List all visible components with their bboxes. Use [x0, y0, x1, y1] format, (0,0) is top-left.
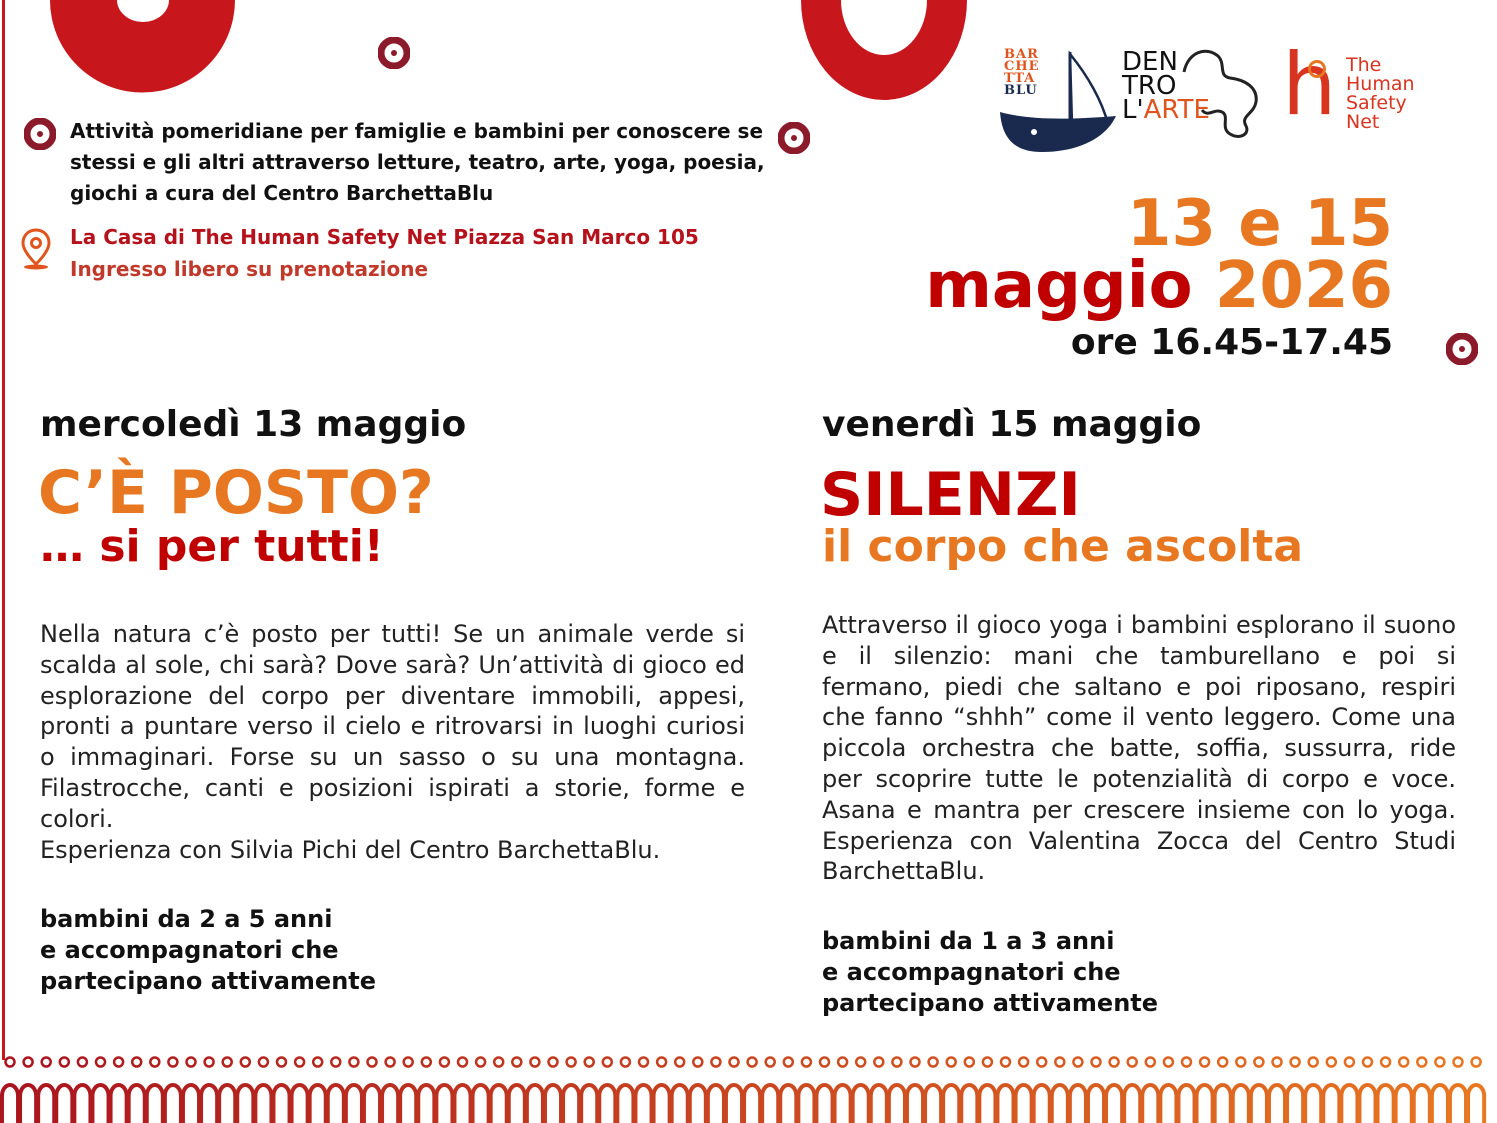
date-days: 13 e 15 [1126, 187, 1393, 261]
border-dot [1273, 1058, 1282, 1067]
event2-subtitle: il corpo che ascolta [822, 521, 1304, 572]
border-dot [802, 1058, 811, 1067]
border-arch [1070, 1085, 1086, 1123]
audience-line: partecipano attivamente [40, 967, 377, 995]
border-dot [947, 1058, 956, 1067]
border-arch [1034, 1085, 1050, 1123]
event1-day: mercoledì 13 maggio [40, 404, 467, 445]
border-dot [150, 1058, 159, 1067]
border-dot [1037, 1058, 1046, 1067]
border-arch [1378, 1085, 1394, 1123]
border-dot [241, 1058, 250, 1067]
audience-line: bambini da 2 a 5 anni [40, 905, 333, 933]
border-arch [183, 1085, 199, 1123]
border-arch [853, 1085, 869, 1123]
border-dot [349, 1058, 358, 1067]
decorative-dot-icon [778, 122, 810, 154]
event-dates [925, 187, 1393, 366]
border-arch [581, 1085, 597, 1123]
intro-text [70, 116, 770, 209]
border-arch [762, 1085, 778, 1123]
border-dot [929, 1058, 938, 1067]
logo-text: Net [1346, 111, 1380, 133]
border-arch [835, 1085, 851, 1123]
border-dot [277, 1058, 286, 1067]
border-arch [979, 1085, 995, 1123]
border-dot [965, 1058, 974, 1067]
border-arch [617, 1085, 633, 1123]
border-arch [545, 1085, 561, 1123]
border-arch [1359, 1085, 1375, 1123]
border-dot [1001, 1058, 1010, 1067]
border-arch [816, 1085, 832, 1123]
border-arch [798, 1085, 814, 1123]
border-dot [512, 1058, 521, 1067]
border-arch [708, 1085, 724, 1123]
logo-text: L'ARTE [1122, 95, 1210, 125]
border-arch [1450, 1085, 1466, 1123]
event1-expert: Esperienza con Silvia Pichi del Centro BarchettaBlu. [40, 835, 661, 864]
border-dot [1092, 1058, 1101, 1067]
logo-text: CHE [1004, 59, 1040, 74]
border-dot [386, 1058, 395, 1067]
border-dot [766, 1058, 775, 1067]
hsn-mark-icon: h [1282, 35, 1337, 135]
border-dot [1363, 1058, 1372, 1067]
audience-line: partecipano attivamente [822, 989, 1159, 1017]
border-arch [1106, 1085, 1122, 1123]
decorative-dot-icon [1446, 333, 1478, 365]
border-dot [730, 1058, 739, 1067]
border-dot [711, 1058, 720, 1067]
border-dot [1399, 1058, 1408, 1067]
date-time: ore 16.45-17.45 [1070, 322, 1393, 363]
border-arch [2, 1085, 18, 1123]
border-dot [1200, 1058, 1209, 1067]
border-arch [473, 1085, 489, 1123]
border-dot [313, 1058, 322, 1067]
border-arch [672, 1085, 688, 1123]
border-arch [599, 1085, 615, 1123]
border-arch [744, 1085, 760, 1123]
border-arch [20, 1085, 36, 1123]
border-arch [491, 1085, 507, 1123]
event2-audience [822, 926, 1158, 1019]
border-dot [494, 1058, 503, 1067]
event1-description [40, 619, 745, 865]
border-arch [418, 1085, 434, 1123]
border-arch [1269, 1085, 1285, 1123]
intro-line: Attività pomeridiane per famiglie e bambini per conoscere se [70, 119, 764, 143]
border-arch [436, 1085, 452, 1123]
half-circle-decoration-left [45, 0, 240, 98]
audience-line: bambini da 1 a 3 anni [822, 927, 1115, 955]
border-arch [527, 1085, 543, 1123]
border-dot [78, 1058, 87, 1067]
border-arch [1233, 1085, 1249, 1123]
border-arch [328, 1085, 344, 1123]
logo-text: BLU [1004, 83, 1038, 98]
left-border-line [2, 0, 5, 1060]
border-dot [1327, 1058, 1336, 1067]
border-arch [1468, 1085, 1484, 1123]
border-dot [1110, 1058, 1119, 1067]
border-arch [147, 1085, 163, 1123]
border-dot [458, 1058, 467, 1067]
border-arch [780, 1085, 796, 1123]
border-dot [114, 1058, 123, 1067]
border-dot [422, 1058, 431, 1067]
border-arch [1197, 1085, 1213, 1123]
border-dot [440, 1058, 449, 1067]
border-arch [1323, 1085, 1339, 1123]
arch-border-decoration [0, 1050, 1497, 1123]
border-arch [997, 1085, 1013, 1123]
logo-text: DEN [1122, 47, 1178, 77]
border-dot [585, 1058, 594, 1067]
border-dot [874, 1058, 883, 1067]
border-arch [889, 1085, 905, 1123]
border-dot [820, 1058, 829, 1067]
border-arch [943, 1085, 959, 1123]
logo-text: Safety [1346, 92, 1407, 114]
border-dot [567, 1058, 576, 1067]
border-arch [726, 1085, 742, 1123]
border-arch [907, 1085, 923, 1123]
border-dot [187, 1058, 196, 1067]
border-dot [983, 1058, 992, 1067]
event1-body: Nella natura c’è posto per tutti! Se un animale verde si scalda al sole, chi sarà? Dove sarà? Un’attività di gioco ed esplorazione del corpo per diventare immobili, appesi, pronti a puntare verso il cielo e ritrovarsi in luoghi curiosi o immaginari. Forse su un sasso o su una montagna. Filastrocche, canti e posizioni ispirati a storie, forme e colori. [40, 620, 745, 833]
border-dot [530, 1058, 539, 1067]
border-arch [74, 1085, 90, 1123]
intro-line: giochi a cura del Centro BarchettaBlu [70, 181, 494, 205]
border-arch [255, 1085, 271, 1123]
border-dot [24, 1058, 33, 1067]
human-safety-net-logo [1282, 35, 1432, 140]
border-arch [219, 1085, 235, 1123]
border-arch [165, 1085, 181, 1123]
logo-text: TRO [1122, 71, 1177, 101]
border-dot [1182, 1058, 1191, 1067]
border-arch [56, 1085, 72, 1123]
audience-line: e accompagnatori che [40, 936, 339, 964]
entry-text: Ingresso libero su prenotazione [70, 257, 429, 281]
border-arch [563, 1085, 579, 1123]
border-dot [223, 1058, 232, 1067]
border-arch [273, 1085, 289, 1123]
border-dot [549, 1058, 558, 1067]
border-arch [961, 1085, 977, 1123]
border-dot [1019, 1058, 1028, 1067]
border-arch [382, 1085, 398, 1123]
border-arch [38, 1085, 54, 1123]
border-arch [346, 1085, 362, 1123]
border-dot [205, 1058, 214, 1067]
logo-text: The [1346, 54, 1382, 76]
border-arch [1396, 1085, 1412, 1123]
border-dot [295, 1058, 304, 1067]
border-arch [111, 1085, 127, 1123]
border-arch [454, 1085, 470, 1123]
border-arch [871, 1085, 887, 1123]
border-dot [1435, 1058, 1444, 1067]
border-dot [1073, 1058, 1082, 1067]
event1-audience [40, 904, 376, 997]
border-arch [129, 1085, 145, 1123]
border-dot [1291, 1058, 1300, 1067]
date-month-year: maggio 2026 [925, 249, 1393, 323]
border-arch [1124, 1085, 1140, 1123]
border-dot [331, 1058, 340, 1067]
border-dot [1454, 1058, 1463, 1067]
border-arch [1251, 1085, 1267, 1123]
border-arch [654, 1085, 670, 1123]
border-dot [1055, 1058, 1064, 1067]
intro-line: stessi e gli altri attraverso letture, teatro, arte, yoga, poesia, [70, 150, 765, 174]
border-dot [784, 1058, 793, 1067]
event2-description [822, 610, 1456, 887]
event2-day: venerdì 15 maggio [822, 404, 1202, 445]
border-dot [404, 1058, 413, 1067]
border-dot [892, 1058, 901, 1067]
decorative-dot-icon [24, 118, 56, 150]
border-arch [1432, 1085, 1448, 1123]
border-dot [911, 1058, 920, 1067]
border-dot [838, 1058, 847, 1067]
border-arch [690, 1085, 706, 1123]
border-arch [635, 1085, 651, 1123]
border-arch [201, 1085, 217, 1123]
border-dot [168, 1058, 177, 1067]
border-arch [1305, 1085, 1321, 1123]
border-arch [925, 1085, 941, 1123]
event2-body: Attraverso il gioco yoga i bambini esplorano il suono e il silenzio: mani che tamburellano e poi si fermano, piedi che saltano e poi riposano, respiri che fanno “shhh” come il vento leggero. Come una piccola orchestra che batte, soffia, sussurra, ride per scoprire tutte le potenzialità di corpo e voce. Asana e mantra per crescere insieme con lo yoga. Esperienza con Valentina Zocca del Centro Studi BarchettaBlu. [822, 611, 1456, 886]
border-arch [237, 1085, 253, 1123]
border-dot [1218, 1058, 1227, 1067]
border-dot [368, 1058, 377, 1067]
border-arch [1178, 1085, 1194, 1123]
border-arch [1287, 1085, 1303, 1123]
border-dot [856, 1058, 865, 1067]
logo-text: TTA [1004, 71, 1036, 86]
border-arch [509, 1085, 525, 1123]
border-dot [42, 1058, 51, 1067]
border-dot [1164, 1058, 1173, 1067]
logo-text: Human [1346, 73, 1415, 95]
decorative-dot-icon [378, 37, 410, 69]
border-arch [1341, 1085, 1357, 1123]
border-dot [1381, 1058, 1390, 1067]
border-arch [1142, 1085, 1158, 1123]
location-pin-icon [20, 228, 52, 270]
border-arch [1052, 1085, 1068, 1123]
border-dot [1254, 1058, 1263, 1067]
border-dot [675, 1058, 684, 1067]
border-arch [1088, 1085, 1104, 1123]
border-arch [92, 1085, 108, 1123]
border-dot [639, 1058, 648, 1067]
border-dot [621, 1058, 630, 1067]
event1-title: C’È POSTO? [38, 458, 434, 528]
border-dot [1309, 1058, 1318, 1067]
border-dot [1345, 1058, 1354, 1067]
location-text: La Casa di The Human Safety Net Piazza San Marco 105 [70, 225, 699, 249]
border-arch [364, 1085, 380, 1123]
border-dot [748, 1058, 757, 1067]
border-arch [1215, 1085, 1231, 1123]
border-arch [1414, 1085, 1430, 1123]
border-dot [132, 1058, 141, 1067]
border-arch [1160, 1085, 1176, 1123]
border-dot [60, 1058, 69, 1067]
border-arch [1016, 1085, 1032, 1123]
border-dot [603, 1058, 612, 1067]
border-arch [400, 1085, 416, 1123]
border-dot [6, 1058, 15, 1067]
half-circle-decoration-right [801, 0, 967, 102]
border-arch [292, 1085, 308, 1123]
border-dot [96, 1058, 105, 1067]
border-dot [1146, 1058, 1155, 1067]
border-dot [1472, 1058, 1481, 1067]
barchetta-blu-logo [998, 46, 1118, 154]
border-arch [310, 1085, 326, 1123]
event1-subtitle: … si per tutti! [40, 521, 384, 572]
border-dot [476, 1058, 485, 1067]
dentro-larte-logo [1122, 42, 1272, 142]
border-dot [1128, 1058, 1137, 1067]
border-dot [1417, 1058, 1426, 1067]
border-dot [259, 1058, 268, 1067]
border-dot [693, 1058, 702, 1067]
border-dot [1236, 1058, 1245, 1067]
audience-line: e accompagnatori che [822, 958, 1121, 986]
border-dot [657, 1058, 666, 1067]
logo-text: BAR [1004, 47, 1039, 62]
event2-title: SILENZI [820, 460, 1081, 530]
